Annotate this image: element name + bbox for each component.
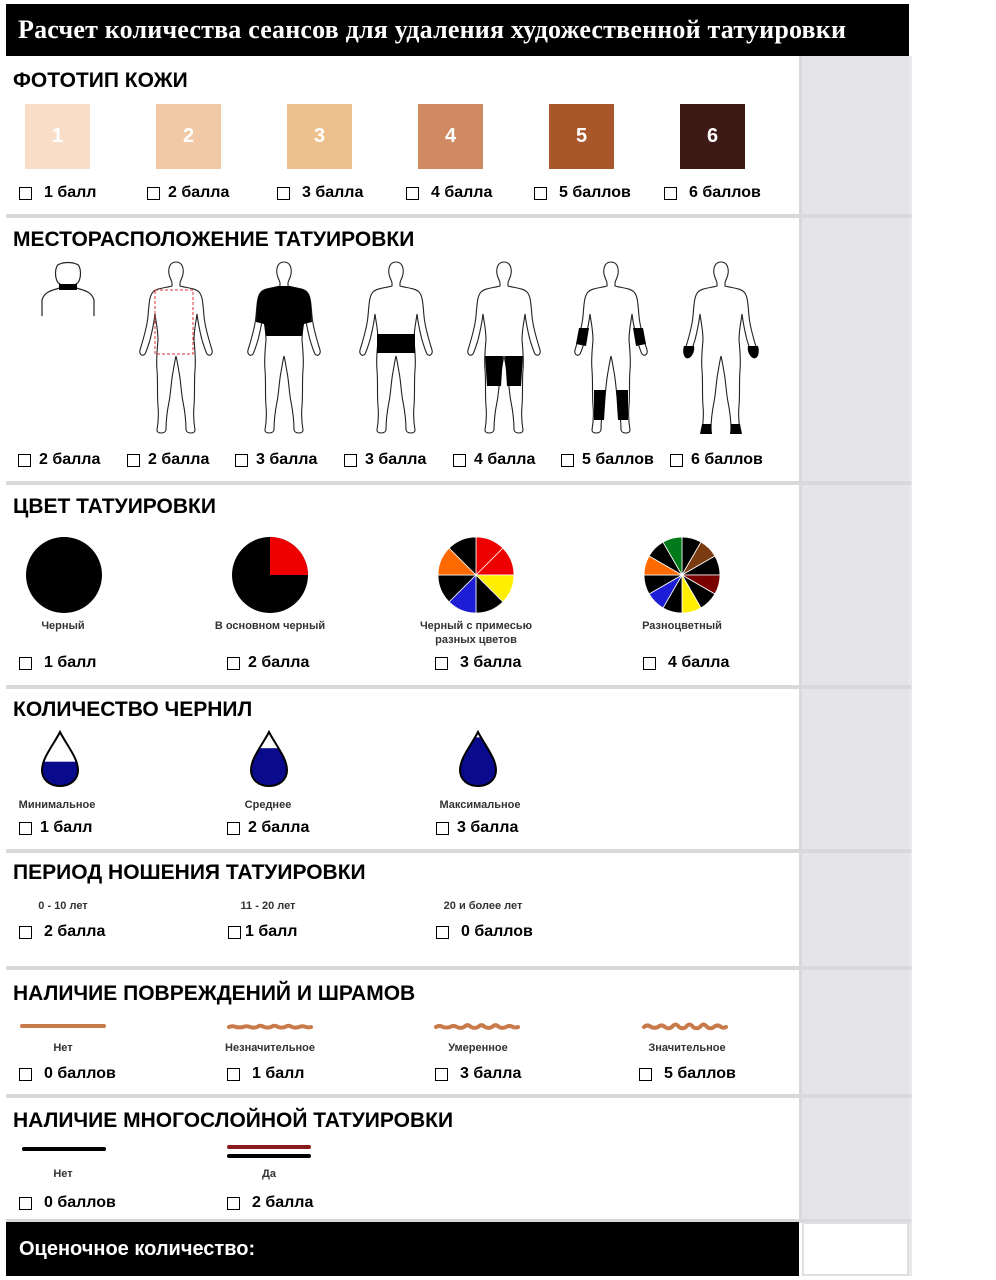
scars-option-3[interactable] <box>435 1065 521 1083</box>
swatch-number: 5 <box>575 125 588 147</box>
layers-title: НАЛИЧИЕ МНОГОСЛОЙНОЙ ТАТУИРОВКИ <box>13 1109 454 1132</box>
checkbox[interactable] <box>147 187 160 200</box>
page-title: Расчет количества сеансов для удаления художественной татуировки <box>18 15 847 44</box>
checkbox[interactable] <box>19 187 32 200</box>
option-label: 3 балла <box>460 654 522 671</box>
checkbox[interactable] <box>19 1197 32 1210</box>
divider <box>6 966 911 970</box>
ink-caption: Максимальное <box>439 799 521 811</box>
color-caption: В основном черный <box>214 620 326 632</box>
checkbox[interactable] <box>227 657 240 670</box>
option-label: 2 балла <box>39 451 101 468</box>
color-option-2[interactable] <box>227 654 309 672</box>
option-label: 0 баллов <box>44 1065 116 1082</box>
scars-option-4[interactable] <box>639 1065 736 1083</box>
skin-option-6[interactable] <box>664 184 761 202</box>
checkbox[interactable] <box>127 454 140 467</box>
scars-option-1[interactable] <box>19 1065 116 1083</box>
option-label: 1 балл <box>245 923 298 940</box>
scar-minor-icon <box>227 1016 313 1036</box>
color-caption-line2: разных цветов <box>435 634 517 646</box>
location-option-2[interactable] <box>127 451 209 469</box>
checkbox[interactable] <box>643 657 656 670</box>
checkbox[interactable] <box>227 1068 240 1081</box>
skin-swatch-4 <box>418 104 483 169</box>
checkbox[interactable] <box>664 187 677 200</box>
thighs-zone <box>485 356 523 386</box>
period-title: ПЕРИОД НОШЕНИЯ ТАТУИРОВКИ <box>13 861 366 884</box>
option-label: 4 балла <box>431 184 493 201</box>
hips-zone <box>377 334 415 353</box>
color-caption: Разноцветный <box>642 620 722 632</box>
checkbox[interactable] <box>435 657 448 670</box>
upper-torso-figure-icon <box>243 260 325 440</box>
option-label: 3 балла <box>302 184 364 201</box>
scar-line <box>229 1026 311 1028</box>
body-outline <box>575 262 647 433</box>
scar-moderate-icon <box>434 1016 520 1036</box>
skin-option-5[interactable] <box>534 184 631 202</box>
shins-zone <box>594 390 628 420</box>
option-label: 2 балла <box>248 654 310 671</box>
column-divider <box>799 56 802 1222</box>
skin-swatch-1 <box>25 104 90 169</box>
color-caption: Черный <box>41 620 85 632</box>
thighs-figure-icon <box>463 260 545 440</box>
option-label: 5 баллов <box>664 1065 736 1082</box>
color-option-4[interactable] <box>643 654 729 672</box>
location-option-4[interactable] <box>344 451 426 469</box>
checkbox[interactable] <box>436 822 449 835</box>
black-mixed-pie-icon <box>437 536 515 614</box>
checkbox[interactable] <box>670 454 683 467</box>
estimate-label: Оценочное количество: <box>19 1237 256 1260</box>
torso-zone <box>256 286 312 336</box>
swatch-number: 2 <box>182 125 195 147</box>
option-label: 6 баллов <box>689 184 761 201</box>
period-option-3[interactable] <box>436 923 533 941</box>
location-title: МЕСТОРАСПОЛОЖЕНИЕ ТАТУИРОВКИ <box>13 228 415 251</box>
divider <box>6 214 911 218</box>
option-label: 2 балла <box>148 451 210 468</box>
neck-figure-icon <box>38 262 98 322</box>
location-option-7[interactable] <box>670 451 763 469</box>
skin-swatch-5 <box>549 104 614 169</box>
option-label: 3 балла <box>457 819 519 836</box>
estimate-bar <box>6 1222 799 1276</box>
location-option-5[interactable] <box>453 451 535 469</box>
checkbox[interactable] <box>227 1197 240 1210</box>
score-column <box>802 56 909 1222</box>
checkbox[interactable] <box>406 187 419 200</box>
checkbox[interactable] <box>19 822 32 835</box>
period-caption: 11 - 20 лет <box>240 900 296 912</box>
hips-figure-icon <box>355 260 437 440</box>
checkbox[interactable] <box>453 454 466 467</box>
back-figure-icon <box>135 260 217 440</box>
scar-line <box>436 1025 518 1028</box>
divider <box>6 1094 911 1098</box>
option-label: 2 балла <box>252 1194 314 1211</box>
swatch-number: 1 <box>51 125 64 147</box>
checkbox[interactable] <box>534 187 547 200</box>
option-label: 1 балл <box>44 654 97 671</box>
checkbox[interactable] <box>18 454 31 467</box>
ink-drop-medium-icon <box>249 730 289 788</box>
divider <box>6 685 911 689</box>
layers-caption: Да <box>262 1168 276 1180</box>
color-title: ЦВЕТ ТАТУИРОВКИ <box>13 495 216 518</box>
multi-layer-icon <box>227 1144 311 1160</box>
scars-option-2[interactable] <box>227 1065 304 1083</box>
skin-swatch-3 <box>287 104 352 169</box>
ink-caption: Минимальное <box>18 799 96 811</box>
checkbox[interactable] <box>435 1068 448 1081</box>
checkbox[interactable] <box>227 822 240 835</box>
black-circle-icon <box>25 536 103 614</box>
color-option-3[interactable] <box>435 654 521 672</box>
scar-line <box>644 1025 726 1029</box>
swatch-number: 3 <box>313 125 326 147</box>
skin-option-3[interactable] <box>277 184 363 202</box>
estimate-value-box[interactable] <box>802 1222 909 1276</box>
checkbox[interactable] <box>19 657 32 670</box>
feet-zone <box>700 424 742 434</box>
scars-caption: Значительное <box>648 1042 726 1054</box>
location-option-6[interactable] <box>561 451 654 469</box>
scar-significant-icon <box>642 1016 728 1036</box>
forearms-shins-figure-icon <box>570 260 652 440</box>
option-label: 1 балл <box>40 819 93 836</box>
option-label: 3 балла <box>256 451 318 468</box>
option-label: 3 балла <box>365 451 427 468</box>
checkbox[interactable] <box>344 454 357 467</box>
location-option-3[interactable] <box>235 451 317 469</box>
page-header <box>6 4 909 56</box>
checkbox[interactable] <box>19 1068 32 1081</box>
option-label: 0 баллов <box>44 1194 116 1211</box>
divider <box>6 481 911 485</box>
location-option-1[interactable] <box>18 451 100 469</box>
ink-option-2[interactable] <box>227 819 309 837</box>
body-outline <box>685 262 757 433</box>
skin-option-2[interactable] <box>147 184 229 202</box>
ink-option-3[interactable] <box>436 819 518 837</box>
option-label: 4 балла <box>474 451 536 468</box>
skin-option-1[interactable] <box>19 184 96 202</box>
divider <box>6 849 911 853</box>
mostly-black-pie-icon <box>231 536 309 614</box>
skin-option-4[interactable] <box>406 184 492 202</box>
single-layer-icon <box>22 1146 106 1154</box>
checkbox[interactable] <box>436 926 449 939</box>
scars-title: НАЛИЧИЕ ПОВРЕЖДЕНИЙ И ШРАМОВ <box>13 982 416 1005</box>
period-caption: 0 - 10 лет <box>38 900 88 912</box>
layers-caption: Нет <box>53 1168 73 1180</box>
scars-caption: Нет <box>53 1042 73 1054</box>
swatch-number: 4 <box>444 125 457 147</box>
layers-option-1[interactable] <box>19 1194 116 1212</box>
period-caption: 20 и более лет <box>443 900 523 912</box>
skin-swatch-2 <box>156 104 221 169</box>
option-label: 4 балла <box>668 654 730 671</box>
checkbox[interactable] <box>228 926 241 939</box>
option-label: 5 баллов <box>559 184 631 201</box>
skin-swatch-6 <box>680 104 745 169</box>
checkbox[interactable] <box>235 454 248 467</box>
option-label: 6 баллов <box>691 451 763 468</box>
option-label: 0 баллов <box>461 923 533 940</box>
scars-caption: Умеренное <box>448 1042 508 1054</box>
option-label: 1 балл <box>252 1065 305 1082</box>
option-label: 5 баллов <box>582 451 654 468</box>
scars-caption: Незначительное <box>225 1042 315 1054</box>
swatch-number: 6 <box>706 125 719 147</box>
period-option-1[interactable] <box>19 923 105 941</box>
multicolor-pie-icon <box>643 536 721 614</box>
body-outline <box>468 262 540 433</box>
option-label: 3 балла <box>460 1065 522 1082</box>
ink-title: КОЛИЧЕСТВО ЧЕРНИЛ <box>13 698 253 721</box>
scar-none-icon <box>20 1016 106 1036</box>
ink-caption: Среднее <box>244 799 292 811</box>
ink-drop-minimal-icon <box>40 730 80 788</box>
checkbox[interactable] <box>19 926 32 939</box>
layers-option-2[interactable] <box>227 1194 313 1212</box>
skin-title: ФОТОТИП КОЖИ <box>13 69 188 92</box>
option-label: 1 балл <box>44 184 97 201</box>
color-caption: Черный с примесью <box>419 620 533 632</box>
color-option-1[interactable] <box>19 654 96 672</box>
body-outline <box>140 262 212 433</box>
hands-feet-figure-icon <box>680 260 762 440</box>
option-label: 2 балла <box>248 819 310 836</box>
ink-drop-maximum-icon <box>458 730 498 788</box>
period-option-2[interactable] <box>228 923 297 941</box>
checkbox[interactable] <box>277 187 290 200</box>
option-label: 2 балла <box>44 923 106 940</box>
option-label: 2 балла <box>168 184 230 201</box>
checkbox[interactable] <box>561 454 574 467</box>
checkbox[interactable] <box>639 1068 652 1081</box>
ink-option-1[interactable] <box>19 819 92 837</box>
right-edge <box>909 56 912 1276</box>
